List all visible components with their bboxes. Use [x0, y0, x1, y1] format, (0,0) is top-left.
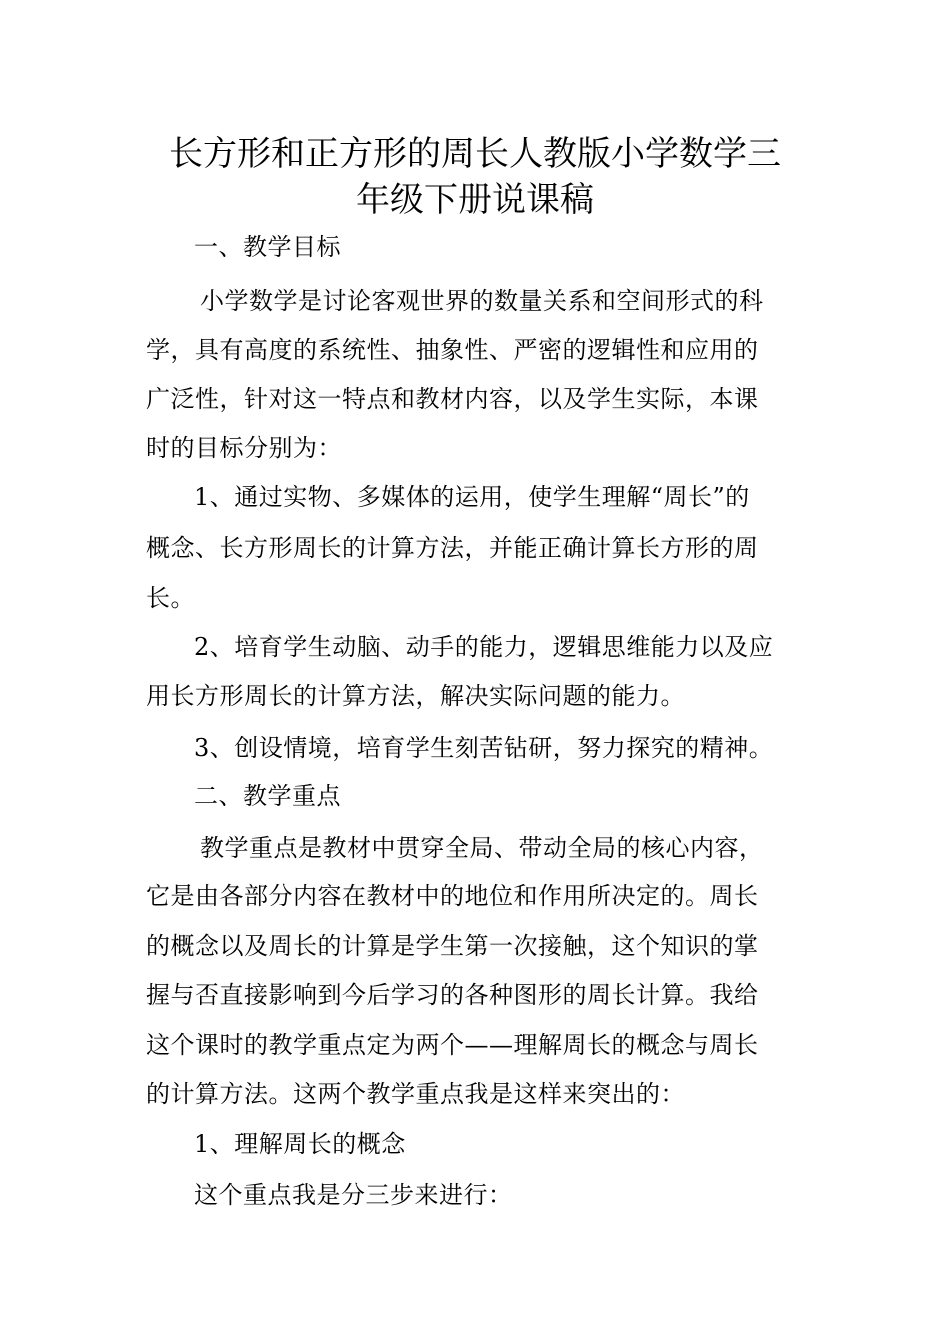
paragraph-line: 小学数学是讨论客观世界的数量关系和空间形式的科 [200, 287, 764, 315]
section-heading-teaching-focus: 二、教学重点 [194, 782, 341, 810]
section-heading-teaching-goals: 一、教学目标 [194, 233, 341, 261]
paragraph-line: 1、通过实物、多媒体的运用，使学生理解“周长”的 [194, 483, 750, 511]
paragraph-line: 广泛性，针对这一特点和教材内容，以及学生实际，本课 [146, 385, 759, 413]
paragraph-line: 3、创设情境，培育学生刻苦钻研，努力探究的精神。 [194, 734, 774, 762]
paragraph-line: 的计算方法。这两个教学重点我是这样来突出的： [146, 1080, 685, 1108]
paragraph-line: 教学重点是教材中贯穿全局、带动全局的核心内容， [200, 834, 764, 862]
document-title-line-2: 年级下册说课稿 [356, 180, 594, 220]
paragraph-line: 概念、长方形周长的计算方法，并能正确计算长方形的周 [146, 534, 759, 562]
paragraph-line: 1、理解周长的概念 [194, 1130, 406, 1158]
paragraph-line: 的概念以及周长的计算是学生第一次接触，这个知识的掌 [146, 932, 759, 960]
paragraph-line: 用长方形周长的计算方法，解决实际问题的能力。 [146, 682, 685, 710]
paragraph-line: 它是由各部分内容在教材中的地位和作用所决定的。周长 [146, 882, 759, 910]
paragraph-line: 这个重点我是分三步来进行： [194, 1181, 513, 1209]
paragraph-line: 学，具有高度的系统性、抽象性、严密的逻辑性和应用的 [146, 336, 759, 364]
paragraph-line: 这个课时的教学重点定为两个——理解周长的概念与周长 [146, 1031, 759, 1059]
paragraph-line: 握与否直接影响到今后学习的各种图形的周长计算。我给 [146, 981, 759, 1009]
paragraph-line: 长。 [146, 584, 195, 612]
paragraph-line: 时的目标分别为： [146, 434, 342, 462]
paragraph-line: 2、培育学生动脑、动手的能力，逻辑思维能力以及应 [194, 633, 774, 661]
document-title-line-1: 长方形和正方形的周长人教版小学数学三 [169, 134, 781, 174]
